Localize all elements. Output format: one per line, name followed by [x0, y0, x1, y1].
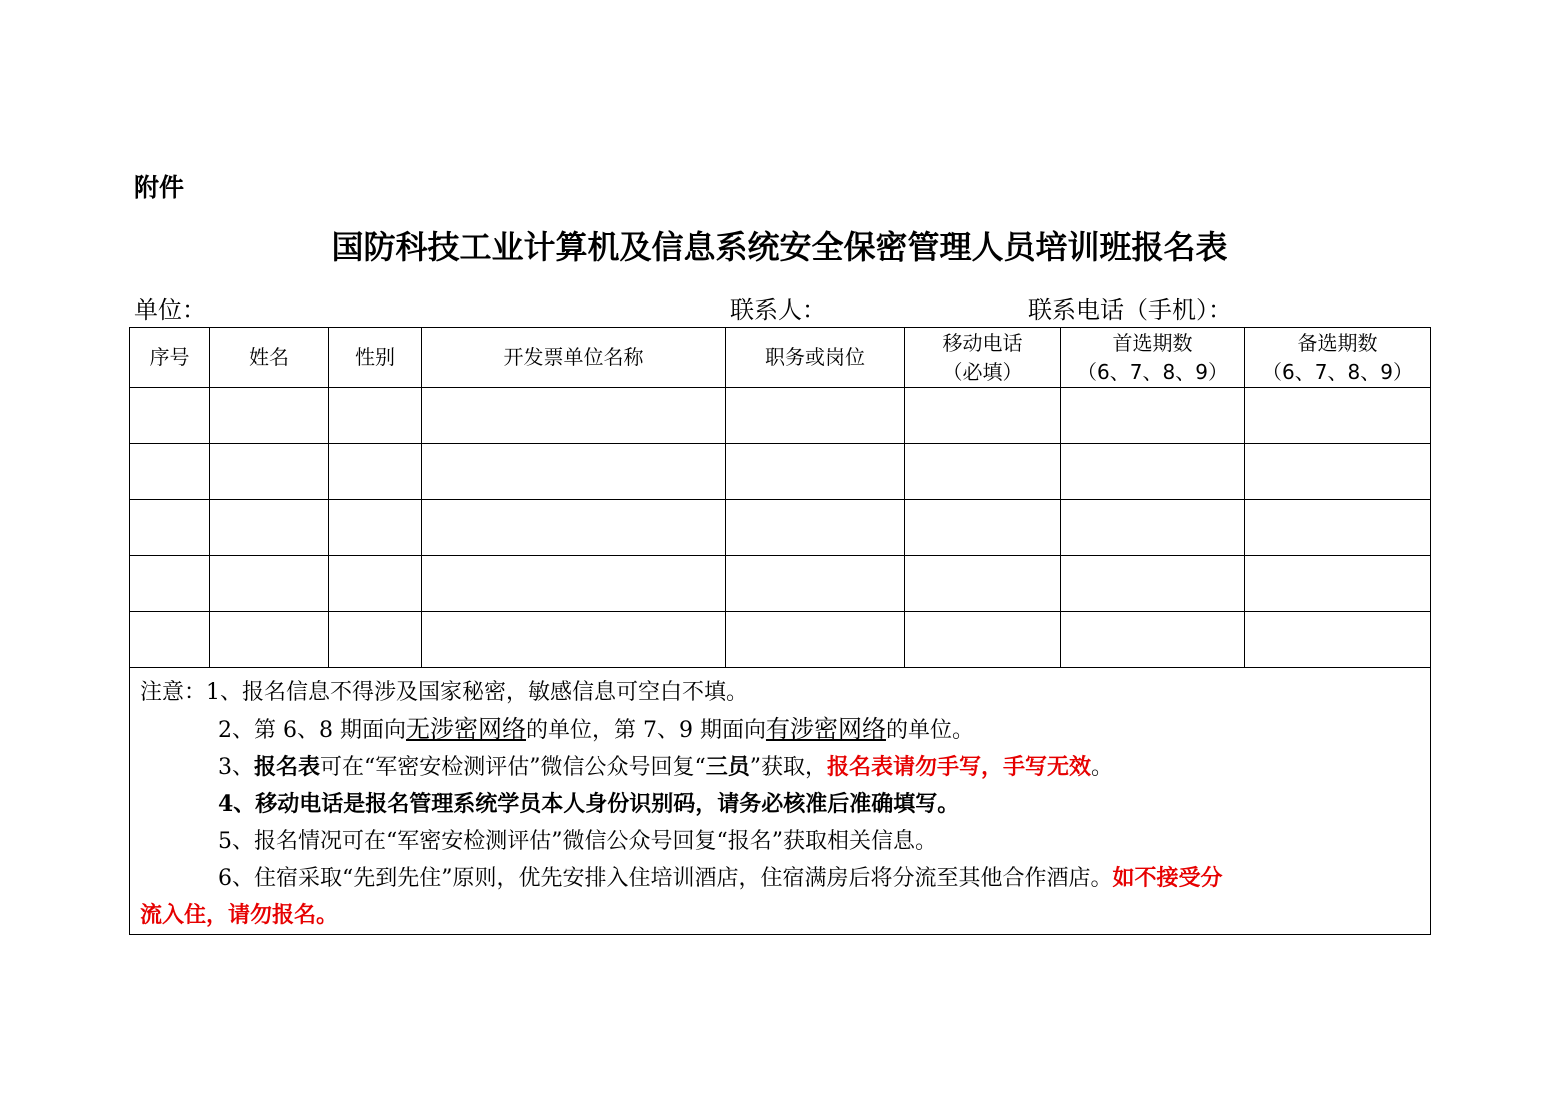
- phone-label: 联系电话（手机）：: [1028, 296, 1232, 324]
- unit-label: 单位：: [134, 296, 206, 324]
- attachment-label: 附件: [134, 173, 185, 202]
- table-cell[interactable]: [726, 444, 905, 500]
- table-row: [130, 500, 1431, 556]
- table-cell[interactable]: [726, 500, 905, 556]
- table-cell[interactable]: [1245, 612, 1431, 668]
- table-cell[interactable]: [1245, 556, 1431, 612]
- note-5: 5、报名情况可在“军密安检测评估”微信公众号回复“报名”获取相关信息。: [218, 829, 937, 854]
- header-mobile: 移动电话 （必填）: [905, 328, 1061, 388]
- table-cell[interactable]: [422, 500, 726, 556]
- table-cell[interactable]: [329, 612, 422, 668]
- header-first-choice: 首选期数 （6、7、8、9）: [1061, 328, 1245, 388]
- table-cell[interactable]: [1061, 444, 1245, 500]
- table-cell[interactable]: [329, 500, 422, 556]
- header-position: 职务或岗位: [726, 328, 905, 388]
- note-1: 注意：1、报名信息不得涉及国家秘密，敏感信息可空白不填。: [140, 680, 748, 705]
- table-row: [130, 612, 1431, 668]
- table-cell[interactable]: [130, 556, 210, 612]
- table-cell[interactable]: [905, 444, 1061, 500]
- notes-row: [130, 668, 1431, 935]
- notes-cell: [130, 668, 1431, 935]
- note-3: 3、报名表可在“军密安检测评估”微信公众号回复“三员”获取，报名表请勿手写，手写无效。: [218, 754, 1114, 780]
- table-cell[interactable]: [210, 556, 329, 612]
- table-cell[interactable]: [1245, 388, 1431, 444]
- table-cell[interactable]: [726, 612, 905, 668]
- header-second-choice: 备选期数 （6、7、8、9）: [1245, 328, 1431, 388]
- note-2: 2、第 6、8 期面向无涉密网络的单位，第 7、9 期面向有涉密网络的单位。: [218, 715, 974, 743]
- table-cell[interactable]: [905, 500, 1061, 556]
- page-title: 国防科技工业计算机及信息系统安全保密管理人员培训班报名表: [331, 228, 1228, 266]
- table-cell[interactable]: [1245, 444, 1431, 500]
- table-cell[interactable]: [422, 556, 726, 612]
- table-cell[interactable]: [905, 612, 1061, 668]
- table-row: [130, 388, 1431, 444]
- table-cell[interactable]: [210, 500, 329, 556]
- table-cell[interactable]: [130, 612, 210, 668]
- table-cell[interactable]: [329, 444, 422, 500]
- table-cell[interactable]: [422, 444, 726, 500]
- header-serial: 序号: [130, 328, 210, 388]
- note-6: 6、住宿采取“先到先住”原则，优先安排入住培训酒店，住宿满房后将分流至其他合作酒店。如不接受分: [218, 865, 1223, 891]
- note-6-continued: 流入住，请勿报名。: [140, 902, 339, 928]
- table-cell[interactable]: [1245, 500, 1431, 556]
- table-cell[interactable]: [905, 388, 1061, 444]
- table-cell[interactable]: [329, 388, 422, 444]
- table-cell[interactable]: [130, 444, 210, 500]
- table-row: [130, 556, 1431, 612]
- table-cell[interactable]: [1061, 556, 1245, 612]
- table-cell[interactable]: [726, 388, 905, 444]
- note-4: 4、移动电话是报名管理系统学员本人身份识别码，请务必核准后准确填写。: [218, 791, 960, 817]
- table-cell[interactable]: [1061, 388, 1245, 444]
- table-cell[interactable]: [210, 388, 329, 444]
- header-invoice-unit: 开发票单位名称: [422, 328, 726, 388]
- table-cell[interactable]: [1061, 612, 1245, 668]
- table-cell[interactable]: [329, 556, 422, 612]
- contact-label: 联系人：: [730, 296, 826, 324]
- table-cell[interactable]: [905, 556, 1061, 612]
- table-cell[interactable]: [422, 388, 726, 444]
- table-cell[interactable]: [1061, 500, 1245, 556]
- table-cell[interactable]: [130, 388, 210, 444]
- header-gender: 性别: [329, 328, 422, 388]
- table-cell[interactable]: [210, 612, 329, 668]
- table-cell[interactable]: [130, 500, 210, 556]
- header-name: 姓名: [210, 328, 329, 388]
- registration-table: [129, 327, 1431, 935]
- table-cell[interactable]: [726, 556, 905, 612]
- table-cell[interactable]: [210, 444, 329, 500]
- table-row: [130, 444, 1431, 500]
- header-row: [130, 328, 1431, 388]
- table-cell[interactable]: [422, 612, 726, 668]
